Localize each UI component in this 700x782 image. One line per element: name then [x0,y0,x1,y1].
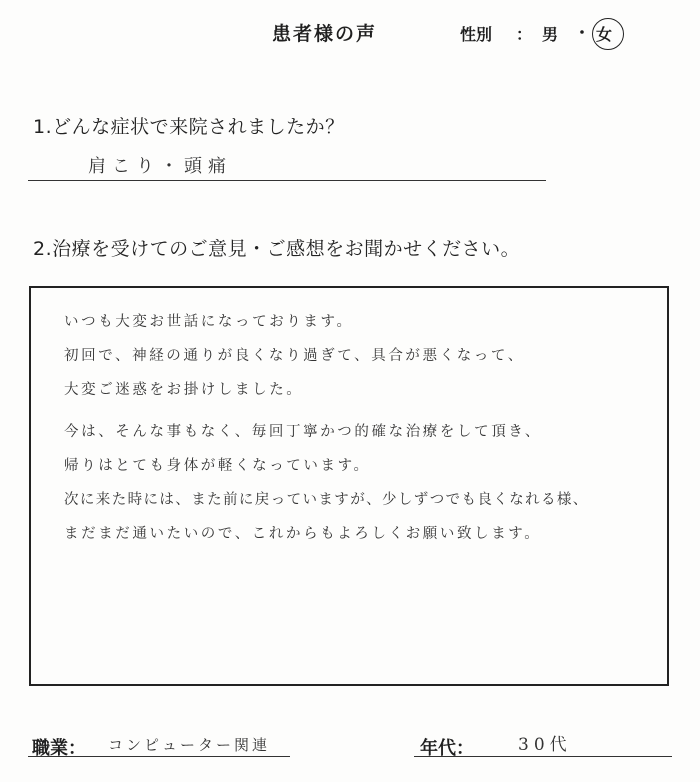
occupation-label: 職業： [32,738,86,759]
page-title: 患者様の声 [272,23,378,45]
answer-1-underline [28,180,546,181]
comment-line-6: 次に来た時には、また前に戻っていますが、少しずつでも良くなれる様、 [64,492,589,508]
question-2: 2.治療を受けてのご意見・ご感想をお聞かせください。 [33,238,521,260]
answer-1: 肩こり・頭痛 [88,156,232,177]
question-1: 1.どんな症状で来院されましたか？ [33,116,345,138]
age-underline [414,756,672,757]
age-value: 30代 [518,735,572,755]
comment-line-5: 帰りはとても身体が軽くなっています。 [64,458,371,474]
comment-line-7: まだまだ通いたいので、これからもよろしくお願い致します。 [64,526,542,542]
gender-option-male: 男 [542,25,559,44]
age-label: 年代： [420,738,474,759]
comment-line-1: いつも大変お世話になっております。 [64,314,354,330]
occupation-value: コンピューター関連 [108,736,271,754]
gender-option-separator: ・ [574,23,591,42]
comment-line-2: 初回で、神経の通りが良くなり過ぎて、具合が悪くなって、 [64,348,525,364]
comment-line-3: 大変ご迷惑をお掛けしました。 [64,382,304,398]
gender-label: 性別 [460,25,493,44]
occupation-underline [28,756,290,757]
gender-separator: ： [516,25,533,44]
gender-option-female: 女 [596,25,613,44]
comment-line-4: 今は、そんな事もなく、毎回丁寧かつ的確な治療をして頂き、 [64,424,542,440]
comment-box [29,286,669,686]
